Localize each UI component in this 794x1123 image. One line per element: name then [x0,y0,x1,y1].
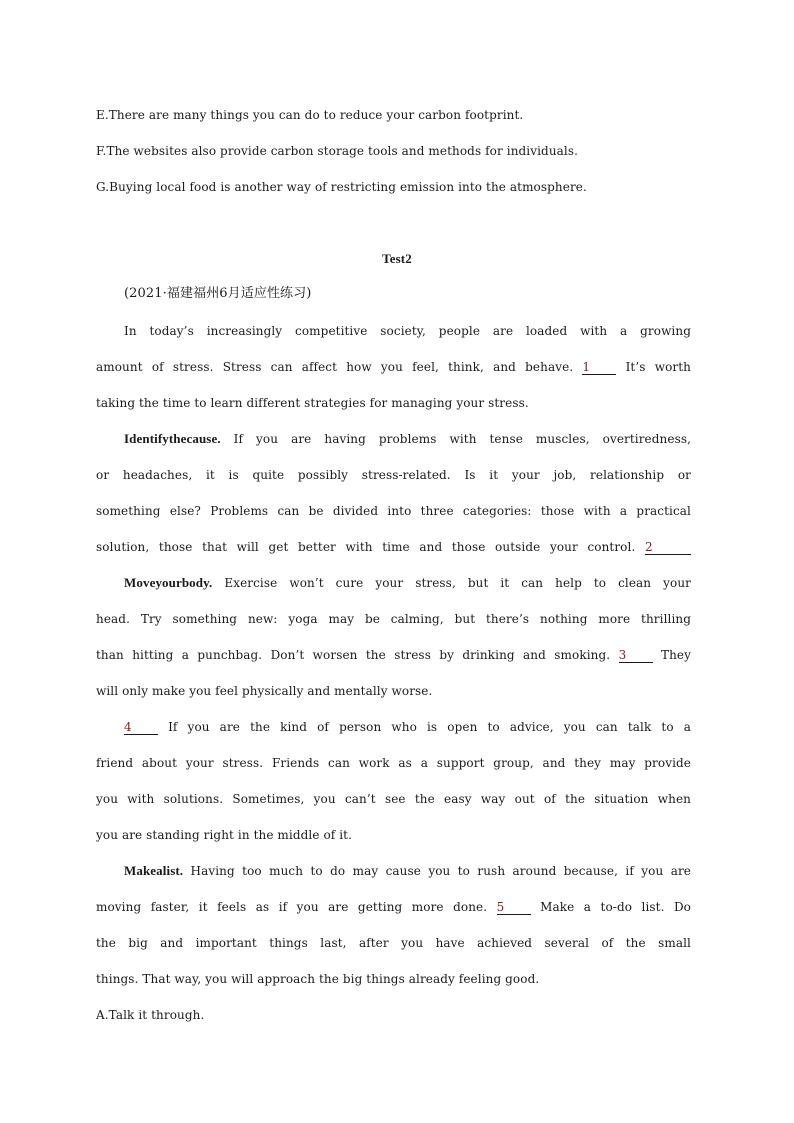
paragraph-4-line-4: you are standing right in the middle of it. [96,828,353,842]
paragraph-3-line-1-text: Exercise won’t cure your stress, but it can help to clean your [224,576,691,590]
blank-4: 4 [124,721,158,735]
option-g: G.Buying local food is another way of restricting emission into the atmosphere. [96,180,587,194]
option-a: A.Talk it through. [96,1008,205,1022]
paragraph-4-line-1-text: If you are the kind of person who is open to advice, you can talk to a [168,720,691,734]
paragraph-2-line-2: or headaches, it is quite possibly stress-related. Is it your job, relationship or [96,468,691,482]
paragraph-1-line-1: In today’s increasingly competitive society, people are loaded with a growing [124,324,691,338]
blank-2: 2 [645,541,691,555]
paragraph-2-line-3: something else? Problems can be divided into three categories: those with a practical [96,504,691,518]
paragraph-3-line-4: will only make you feel physically and mentally worse. [96,684,433,698]
paragraph-4-line-2: friend about your stress. Friends can work as a support group, and they may provide [96,756,691,770]
paragraph-1-line-3: taking the time to learn different strategies for managing your stress. [96,396,529,410]
paragraph-3-line-3 [96,647,691,663]
paragraph-2-line-4 [96,539,691,555]
paragraph-3-line-3-text: than hitting a punchbag. Don’t worsen the stress by drinking and smoking. [96,648,611,662]
paragraph-5-line-2 [96,899,691,915]
heading-move-your-body: Moveyourbody. [124,575,213,590]
paragraph-4-line-3: you with solutions. Sometimes, you can’t see the easy way out of the situation when [96,792,691,806]
paragraph-5-line-1 [124,863,691,879]
heading-identify-the-cause: Identifythecause. [124,431,221,446]
paragraph-2-line-4-text: solution, those that will get better with time and those outside your control. [96,540,636,554]
heading-make-a-list: Makealist. [124,863,184,878]
paragraph-1-line-2-text: amount of stress. Stress can affect how you feel, think, and behave. [96,360,574,374]
paragraph-1-line-2-tail: It’s worth [625,360,691,374]
paragraph-3-line-2: head. Try something new: yoga may be calming, but there’s nothing more thrilling [96,612,691,626]
paragraph-2-line-1-text: If you are having problems with tense muscles, overtiredness, [233,432,691,446]
paragraph-5-line-4: things. That way, you will approach the big things already feeling good. [96,972,540,986]
option-e: E.There are many things you can do to reduce your carbon footprint. [96,108,524,122]
test-title: Test2 [382,251,412,266]
blank-1: 1 [582,361,616,375]
test-source: (2021·福建福州6月适应性练习) [124,286,312,301]
paragraph-5-line-2-text: moving faster, it feels as if you are getting more done. [96,900,488,914]
paragraph-5-line-3: the big and important things last, after you have achieved several of the small [96,936,691,950]
paragraph-5-line-1-text: Having too much to do may cause you to rush around because, if you are [190,864,691,878]
blank-3: 3 [619,649,653,663]
paragraph-1-line-2 [96,359,691,375]
paragraph-5-line-2-tail: Make a to-do list. Do [540,900,692,914]
paragraph-3-line-3-tail: They [660,648,691,662]
blank-5: 5 [497,901,531,915]
paragraph-4-line-1 [124,719,691,735]
option-f: F.The websites also provide carbon storage tools and methods for individuals. [96,144,579,158]
paragraph-2-line-1 [124,431,691,447]
paragraph-3-line-1 [124,575,691,591]
